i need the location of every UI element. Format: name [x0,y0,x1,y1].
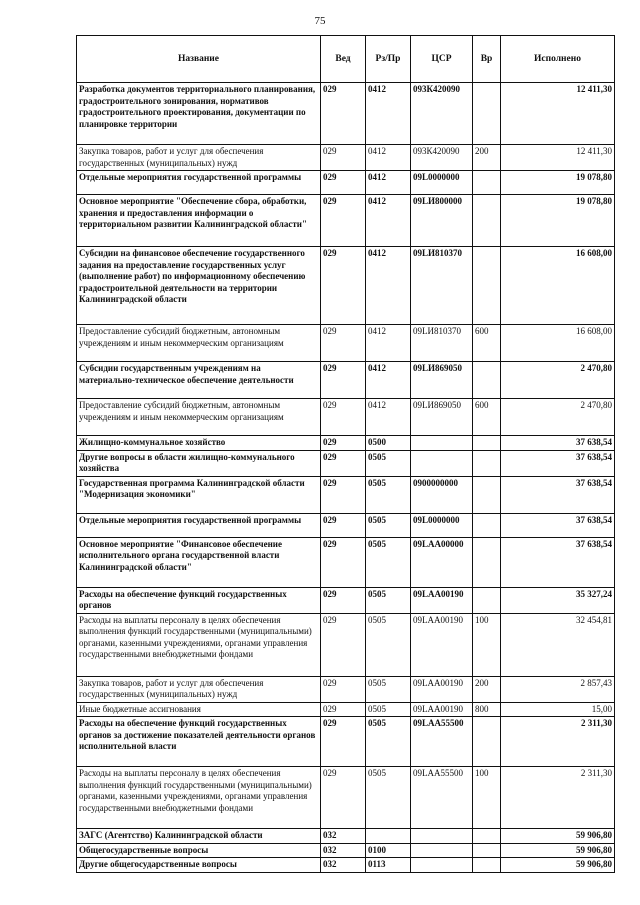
table-cell-amount: 59 906,80 [501,843,615,858]
table-row [77,717,615,767]
table-cell-rzpr: 0505 [366,676,411,702]
table-cell-ved: 029 [321,767,366,829]
table-cell-vr: 600 [473,399,501,436]
table-cell-rzpr: 0505 [366,702,411,717]
table-cell-ved: 029 [321,702,366,717]
table-row [77,325,615,362]
table-cell-ved: 029 [321,171,366,195]
table-cell-vr: 200 [473,145,501,171]
table-header-row [77,36,615,83]
table-cell-name: Иные бюджетные ассигнования [77,702,321,717]
table-cell-vr [473,83,501,145]
table-cell-name: Закупка товаров, работ и услуг для обеспечения государственных (муниципальных) нужд [77,676,321,702]
table-cell-name: Отдельные мероприятия государственной программы [77,171,321,195]
column-header-vr: Вр [473,36,501,83]
table-row [77,613,615,676]
table-cell-csr: 09LИ810370 [411,247,473,325]
table-cell-csr: 09LAA00190 [411,702,473,717]
table-cell-vr [473,843,501,858]
table-cell-amount: 37 638,54 [501,513,615,537]
table-cell-amount: 19 078,80 [501,171,615,195]
table-cell-rzpr: 0505 [366,476,411,513]
table-cell-name: Отдельные мероприятия государственной программы [77,513,321,537]
table-cell-rzpr [366,829,411,844]
table-cell-name: Разработка документов территориального планирования, градостроительного зонирования, нормативов градостроительного проектирования, документации по планировке территории [77,83,321,145]
table-cell-rzpr: 0412 [366,145,411,171]
table-cell-name: Другие вопросы в области жилищно-коммунального хозяйства [77,450,321,476]
table-cell-csr: 09LИ869050 [411,362,473,399]
table-cell-rzpr: 0412 [366,83,411,145]
table-cell-csr: 093К420090 [411,83,473,145]
table-row [77,767,615,829]
table-cell-name: Расходы на выплаты персоналу в целях обеспечения выполнения функций государственными (муниципальными) органами, казенными учреждениями, органами управления государственными внебюджетными фондами [77,613,321,676]
table-cell-ved: 029 [321,325,366,362]
table-cell-vr [473,829,501,844]
table-cell-name: Жилищно-коммунальное хозяйство [77,436,321,451]
table-cell-amount: 37 638,54 [501,436,615,451]
table-cell-vr [473,537,501,587]
column-header-rzpr: Рз/Пр [366,36,411,83]
table-cell-csr: 09LИ810370 [411,325,473,362]
table-cell-amount: 2 470,80 [501,362,615,399]
column-header-amount: Исполнено [501,36,615,83]
table-row [77,513,615,537]
table-cell-name: Другие общегосударственные вопросы [77,858,321,873]
table-row [77,858,615,873]
table-cell-amount: 35 327,24 [501,587,615,613]
table-cell-vr: 100 [473,613,501,676]
table-cell-vr: 200 [473,676,501,702]
table-cell-rzpr: 0505 [366,587,411,613]
table-cell-ved: 029 [321,717,366,767]
table-row [77,145,615,171]
table-cell-rzpr: 0412 [366,325,411,362]
table-row [77,843,615,858]
table-cell-amount: 59 906,80 [501,829,615,844]
table-cell-ved: 032 [321,829,366,844]
table-cell-csr: 09LAA00190 [411,587,473,613]
table-cell-vr [473,450,501,476]
table-cell-csr: 09LAA00190 [411,676,473,702]
table-cell-csr: 0900000000 [411,476,473,513]
table-cell-csr: 09L0000000 [411,171,473,195]
table-row [77,399,615,436]
table-cell-ved: 029 [321,450,366,476]
table-cell-amount: 32 454,81 [501,613,615,676]
table-cell-csr: 09LAA55500 [411,717,473,767]
table-cell-amount: 16 608,00 [501,247,615,325]
table-cell-rzpr: 0505 [366,450,411,476]
table-cell-ved: 029 [321,399,366,436]
table-cell-name: ЗАГС (Агентство) Калининградской области [77,829,321,844]
table-cell-csr: 09LИ869050 [411,399,473,436]
page-number: 75 [314,15,326,27]
column-header-name: Название [77,36,321,83]
table-cell-ved: 029 [321,676,366,702]
table-cell-vr: 800 [473,702,501,717]
table-cell-amount: 19 078,80 [501,195,615,247]
table-cell-csr [411,829,473,844]
table-cell-vr: 100 [473,767,501,829]
table-row [77,537,615,587]
table-cell-name: Расходы на выплаты персоналу в целях обеспечения выполнения функций государственными (муниципальными) органами, казенными учреждениями, органами управления государственными внебюджетными фондами [77,767,321,829]
table-cell-rzpr: 0412 [366,247,411,325]
table-cell-name: Субсидии на финансовое обеспечение государственного задания на предоставление государственных услуг (выполнение работ) по информационному обеспечению градостроительной деятельности на территории Калининградской области [77,247,321,325]
table-cell-ved: 029 [321,613,366,676]
table-cell-rzpr: 0412 [366,362,411,399]
table-row [77,829,615,844]
table-cell-vr [473,717,501,767]
table-cell-name: Расходы на обеспечение функций государственных органов за достижение показателей деятельности органов исполнительной власти [77,717,321,767]
table-cell-csr: 09L0000000 [411,513,473,537]
table-cell-amount: 37 638,54 [501,537,615,587]
table-cell-rzpr: 0505 [366,767,411,829]
table-cell-name: Основное мероприятие "Обеспечение сбора, обработки, хранения и предоставления информации о территориальном развитии Калининградской области" [77,195,321,247]
table-cell-vr [473,247,501,325]
table-cell-rzpr: 0505 [366,613,411,676]
table-cell-rzpr: 0505 [366,537,411,587]
table-cell-ved: 032 [321,858,366,873]
column-header-csr: ЦСР [411,36,473,83]
table-cell-amount: 2 470,80 [501,399,615,436]
table-cell-name: Основное мероприятие "Финансовое обеспечение исполнительного органа государственной власти Калининградской области" [77,537,321,587]
table-cell-amount: 16 608,00 [501,325,615,362]
table-row [77,247,615,325]
table-cell-csr: 09LAA00190 [411,613,473,676]
table-cell-amount: 37 638,54 [501,476,615,513]
table-cell-vr [473,171,501,195]
table-cell-name: Предоставление субсидий бюджетным, автономным учреждениям и иным некоммерческим организациям [77,399,321,436]
table-cell-name: Государственная программа Калининградской области "Модернизация экономики" [77,476,321,513]
table-row [77,362,615,399]
table-cell-name: Предоставление субсидий бюджетным, автономным учреждениям и иным некоммерческим организациям [77,325,321,362]
table-cell-ved: 029 [321,436,366,451]
table-cell-amount: 2 311,30 [501,767,615,829]
table-cell-ved: 029 [321,476,366,513]
table-cell-csr: 09LAA00000 [411,537,473,587]
table-cell-ved: 029 [321,587,366,613]
table-cell-rzpr: 0113 [366,858,411,873]
table-cell-csr [411,858,473,873]
table-cell-rzpr: 0412 [366,195,411,247]
table-cell-vr [473,436,501,451]
table-cell-csr [411,436,473,451]
table-cell-ved: 029 [321,145,366,171]
table-cell-vr [473,195,501,247]
table-cell-rzpr: 0100 [366,843,411,858]
table-row [77,171,615,195]
table-cell-ved: 029 [321,537,366,587]
table-cell-rzpr: 0412 [366,171,411,195]
table-cell-amount: 2 311,30 [501,717,615,767]
table-row [77,450,615,476]
table-cell-amount: 59 906,80 [501,858,615,873]
table-row [77,83,615,145]
table-cell-vr: 600 [473,325,501,362]
table-cell-rzpr: 0500 [366,436,411,451]
table-row [77,587,615,613]
table-cell-amount: 15,00 [501,702,615,717]
table-cell-vr [473,513,501,537]
table-cell-vr [473,362,501,399]
table-cell-amount: 2 857,43 [501,676,615,702]
table-cell-amount: 12 411,30 [501,145,615,171]
table-row [77,702,615,717]
table-cell-name: Закупка товаров, работ и услуг для обеспечения государственных (муниципальных) нужд [77,145,321,171]
table-cell-amount: 37 638,54 [501,450,615,476]
table-cell-ved: 029 [321,83,366,145]
table-cell-csr: 093К420090 [411,145,473,171]
table-cell-csr [411,450,473,476]
table-cell-csr: 09LAA55500 [411,767,473,829]
table-cell-ved: 029 [321,362,366,399]
table-cell-name: Субсидии государственным учреждениям на материально-техническое обеспечение деятельности [77,362,321,399]
table-cell-vr [473,476,501,513]
table-cell-rzpr: 0505 [366,717,411,767]
table-cell-rzpr: 0505 [366,513,411,537]
table-cell-vr [473,858,501,873]
table-cell-amount: 12 411,30 [501,83,615,145]
table-cell-csr [411,843,473,858]
table-row [77,195,615,247]
table-cell-rzpr: 0412 [366,399,411,436]
table-cell-ved: 029 [321,247,366,325]
table-cell-ved: 029 [321,513,366,537]
table-cell-ved: 032 [321,843,366,858]
table-cell-vr [473,587,501,613]
table-cell-name: Расходы на обеспечение функций государственных органов [77,587,321,613]
table-cell-name: Общегосударственные вопросы [77,843,321,858]
table-row [77,676,615,702]
table-row [77,476,615,513]
table-cell-csr: 09LИ800000 [411,195,473,247]
budget-table [76,35,615,873]
table-row [77,436,615,451]
table-cell-ved: 029 [321,195,366,247]
column-header-ved: Вед [321,36,366,83]
